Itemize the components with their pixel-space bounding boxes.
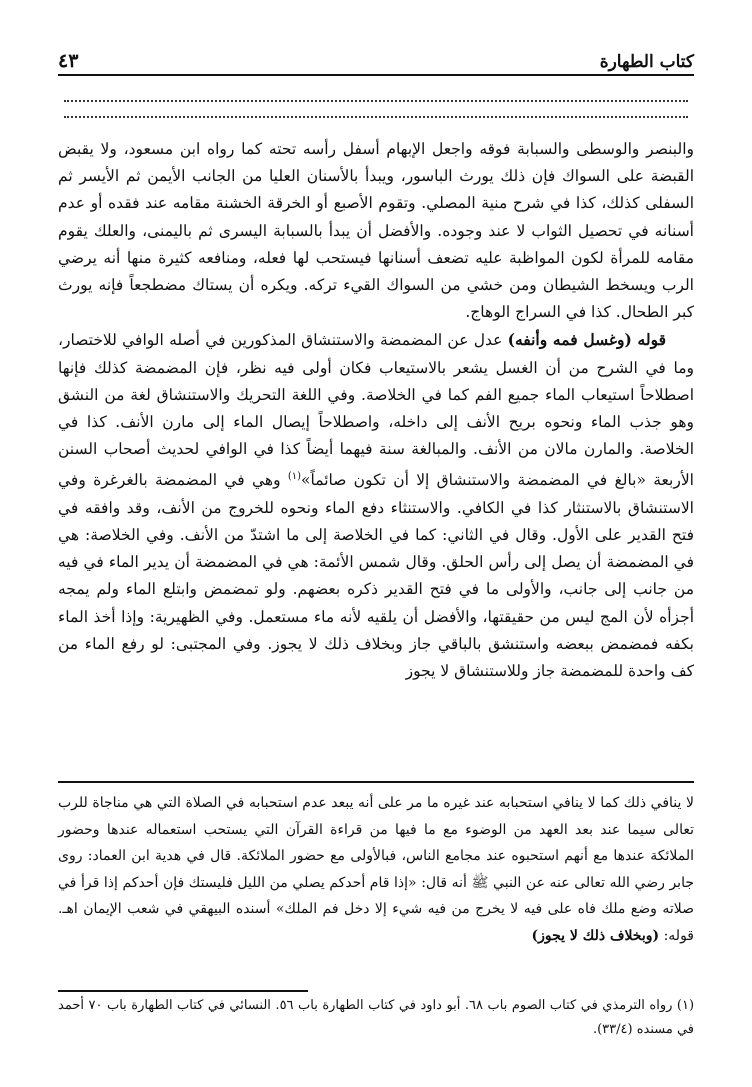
header-rule — [58, 74, 694, 76]
paragraph: والبنصر والوسطى والسبابة فوقه واجعل الإبهام أسفل رأسه تحته كما رواه ابن مسعود، ولا يقبض القبضة على السواك فإن ذلك يورث الباسور، ويبدأ بالأسنان العليا من الجانب الأيمن ثم الأيسر ثم السفلى كذلك، كذا في شرح منية المصلي. وتقوم الأصبع أو الخرقة الخشنة مقامه عند فقده أو عدم أسنانه في تحصيل الثواب لا عند وجوده. والأفضل أن يبدأ بالسبابة اليسرى ثم باليمنى، والعلك يقوم مقامه للمرأة لكون المواظبة عليه تضعف أسنانها فيستحب لها فعله، ومنافعه كثيرة منها أنه يرضي الرب ويسخط الشيطان ومن خشي من السواك القيء تركه. ويكره أن يستاك مضطجعاً فإنه يورث كبر الطحال. كذا في السراج الوهاج. — [58, 140, 694, 322]
page-header — [58, 44, 694, 72]
main-text — [58, 136, 694, 685]
commentary-paragraph: لا ينافي ذلك كما لا ينافي استحبابه عند غيره ما مر على أنه يبعد عدم استحبابه في الصلاة التي هي مناجاة للرب تعالى سيما عند بعد العهد من الوضوء مع ما فيها من قراءة القرآن التي يستحب استعماله عندها وحضور الملائكة عندها مع أنهم استحبوه عند مجامع الناس، فبالأولى مع حضور الملائكة. قال في هدية ابن العماد: روى جابر رضي الله تعالى عنه عن النبي ﷺ أنه قال: «إذا قام أحدكم يصلي من الليل فليستك فإن أحدكم إذا قرأ في صلاته وضع ملك فاه على فيه لا يخرج من فيه شيء إلا دخل فم الملك» أسنده البيهقي في شعب الإيمان اهـ. قوله: — [58, 795, 694, 944]
footnote: (١) رواه الترمذي في كتاب الصوم باب ٦٨. أبو داود في كتاب الطهارة باب ٥٦. النسائي في كتاب الطهارة باب ٧٠ أحمد في مسنده (٣٣/٤). — [58, 998, 695, 1037]
commentary-text — [58, 790, 694, 949]
quoted-phrase: (وبخلاف ذلك لا يجوز) — [531, 927, 660, 944]
paragraph-text: عدل عن المضمضة والاستنشاق المذكورين في أصله الوافي للاختصار، وما في الشرح من أن الغسل يشعر بالاستيعاب فكان أولى فيه نظر، فإن المضمضة كذلك فإنها اصطلاحاً استيعاب الماء جميع الفم كما في الخلاصة. وفي اللغة التحريك والاستنشاق لغة من النشق وهو جذب الماء ونحوه بريح الأنف إلى داخله، واصطلاحاً إيصال الماء إلى مارن الأنف. كذا في الخلاصة. والمارن مالان من الأنف. والمبالغة سنة فيهما أيضاً كذا في الوافي لحديث أصحاب السنن الأربعة «بالغ في المضمضة والاستنشاق إلا أن تكون صائماً» — [58, 331, 694, 490]
running-title: كتاب الطهارة — [599, 52, 694, 72]
footnotes — [58, 994, 694, 1042]
page-number: ٤٣ — [58, 50, 79, 72]
footnote-marker: (١) — [287, 471, 302, 483]
section-rule — [58, 781, 694, 783]
paragraph-text: وهي في المضمضة بالغرغرة وفي الاستنشاق بالاستنثار كذا في الكافي. والاستنثاء دفع الماء ونحوه للخروج من الأنف، وقد وافقه في فتح القدير على الأول. وقال في الثاني: كما في الخلاصة إلى ما اشتدّ من الأنف. وفي الخلاصة: هي في المضمضة أن يصل إلى رأس الحلق. وقال شمس الأئمة: هي في المضمضة أن يدير الماء في فيه من جانب إلى جانب، والأولى ما في فتح القدير ذكره بعضهم. ولو تمضمض وابتلع الماء ولم يمجه أجزأه لأن المج ليس من حقيقتها، والأفضل أن يلقيه لأنه ماء مستعمل. وفي الظهيرية: وإذا أخذ الماء بكفه فمضمض ببعضه واستنشق بالباقي جاز وبخلاف ذلك لا يجوز. وفي المجتبى: لو رفع الماء من كف واحدة للمضمضة جاز وللاستنشاق لا يجوز — [58, 471, 694, 681]
quoted-phrase: قوله (وغسل فمه وأنفه) — [507, 330, 666, 350]
paragraph — [58, 326, 694, 685]
footnote-rule — [58, 990, 308, 992]
dotted-divider — [64, 100, 688, 102]
dotted-divider — [64, 116, 688, 118]
